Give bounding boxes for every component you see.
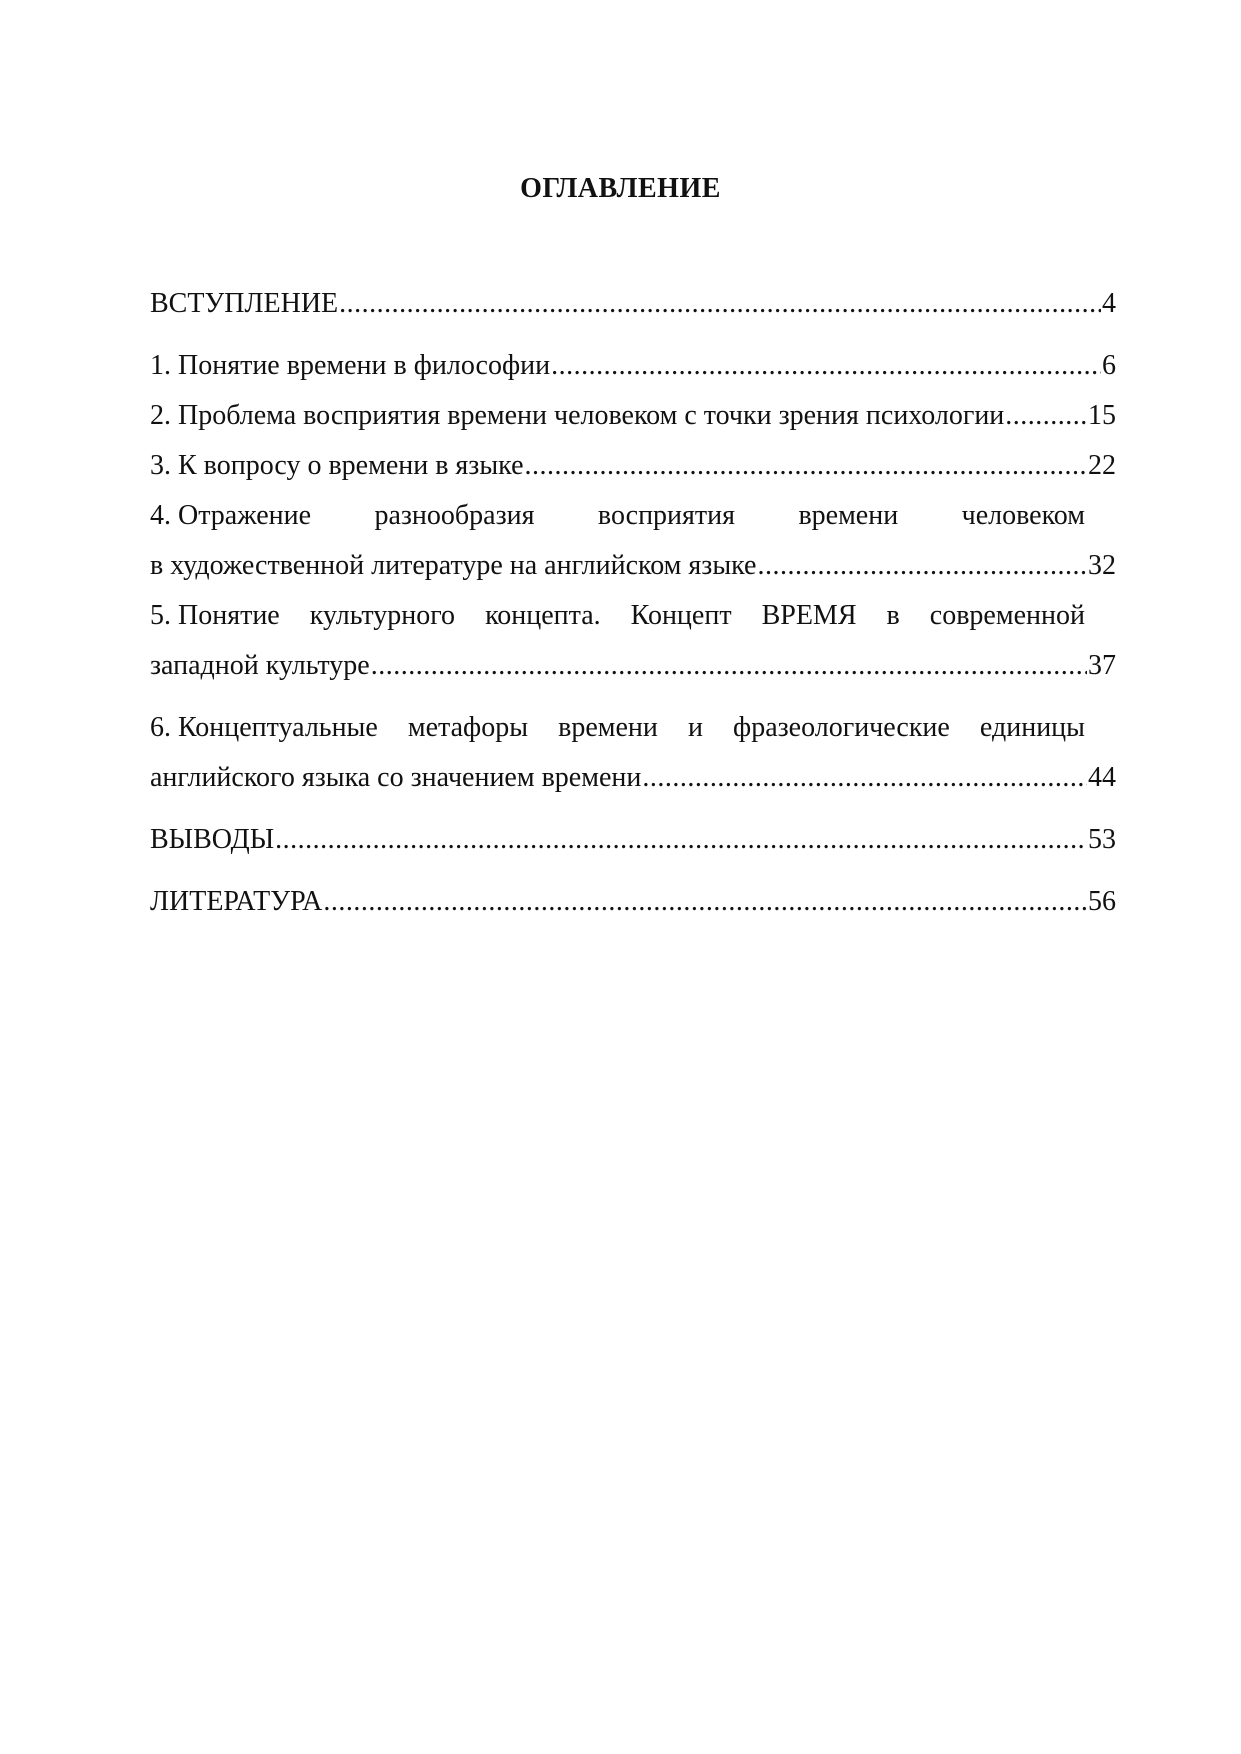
toc-entry-conclusions[interactable] <box>150 823 1116 857</box>
toc-entry-chapter-1[interactable] <box>150 349 1116 383</box>
dot-leader <box>323 885 1087 919</box>
toc-entry-label: ВЫВОДЫ <box>150 824 275 855</box>
toc-word: восприятия <box>597 500 736 531</box>
dot-leader <box>525 449 1087 483</box>
toc-entry-label: английского языка со значением времени <box>150 762 642 793</box>
toc-word: Концепт <box>630 600 732 631</box>
dot-leader <box>757 549 1087 583</box>
toc-word: фразеологические <box>733 712 950 743</box>
toc-word: человеком <box>961 500 1085 531</box>
toc-entry-intro[interactable] <box>150 287 1116 321</box>
toc-entry-label: западной культуре <box>150 650 370 681</box>
toc-entry-references[interactable] <box>150 885 1116 919</box>
toc-entry-label: 2. Проблема восприятия времени человеком с точки зрения психологии <box>150 400 1005 431</box>
toc-word: единицы <box>979 712 1085 743</box>
toc-entry-chapter-6-line-2[interactable] <box>150 761 1116 795</box>
toc-entry-label: 3. К вопросу о времени в языке <box>150 450 524 481</box>
toc-word: времени <box>798 500 899 531</box>
toc-word: метафоры <box>407 712 529 743</box>
toc-entry-chapter-4-line-2[interactable] <box>150 549 1116 583</box>
toc-word: концепта. <box>485 600 601 631</box>
toc-word: разнообразия <box>374 500 535 531</box>
toc-page-number: 56 <box>1088 886 1116 917</box>
toc-word: 5. Понятие <box>150 600 280 631</box>
toc-entry-label: ВСТУПЛЕНИЕ <box>150 288 339 319</box>
toc-page-number: 53 <box>1088 824 1116 855</box>
dot-leader <box>642 761 1087 795</box>
toc-entry-chapter-6-line-1[interactable] <box>150 711 1085 745</box>
toc-word: 4. Отражение <box>150 500 312 531</box>
toc-page-number: 6 <box>1102 350 1116 381</box>
toc-word: культурного <box>309 600 456 631</box>
dot-leader <box>339 287 1101 321</box>
toc-word: и <box>687 712 703 743</box>
dot-leader <box>1005 399 1087 433</box>
toc-page-number: 22 <box>1088 450 1116 481</box>
toc-entry-label: ЛИТЕРАТУРА <box>150 886 323 917</box>
toc-entry-chapter-5-line-1[interactable] <box>150 599 1085 633</box>
toc-entry-label: в художественной литературе на английском языке <box>150 550 757 581</box>
toc-page-number: 15 <box>1088 400 1116 431</box>
toc-entry-chapter-3[interactable] <box>150 449 1116 483</box>
toc-word: времени <box>558 712 658 743</box>
toc-page-number: 44 <box>1088 762 1116 793</box>
toc-word: 6. Концептуальные <box>150 712 378 743</box>
page-title: ОГЛАВЛЕНИЕ <box>520 173 721 204</box>
toc-word: современной <box>929 600 1085 631</box>
dot-leader <box>275 823 1087 857</box>
toc-entry-chapter-4-line-1[interactable] <box>150 499 1085 533</box>
toc-page-number: 37 <box>1088 650 1116 681</box>
toc-page-number: 32 <box>1088 550 1116 581</box>
dot-leader <box>371 649 1087 683</box>
dot-leader <box>551 349 1101 383</box>
toc-word: в <box>886 600 900 631</box>
toc-word: ВРЕМЯ <box>761 600 857 631</box>
toc-entry-chapter-5-line-2[interactable] <box>150 649 1116 683</box>
toc-entry-label: 1. Понятие времени в философии <box>150 350 551 381</box>
toc-page-number: 4 <box>1102 288 1116 319</box>
toc-entry-chapter-2[interactable] <box>150 399 1116 433</box>
